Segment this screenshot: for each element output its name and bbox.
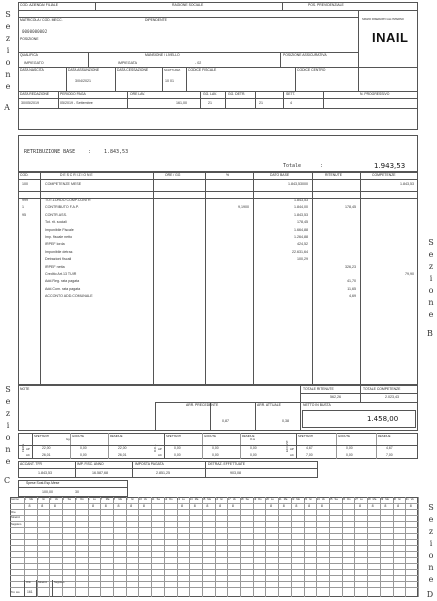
ferie-ac-value: 26,01 bbox=[42, 453, 51, 457]
presenze-weekday: Ve bbox=[321, 498, 325, 501]
mansione-value: IMPIEGATA bbox=[118, 61, 138, 65]
voci-cell-cod: 100 bbox=[22, 182, 28, 186]
presenze-day-number: 8 bbox=[113, 498, 115, 501]
presenze-ore-value: 8 bbox=[409, 504, 412, 508]
netto-box bbox=[302, 410, 416, 428]
data-assunzione-label: DATA ASSUNZIONE bbox=[68, 68, 100, 72]
netto-label: NETTO IN BUSTA bbox=[303, 403, 331, 407]
voci-cell-rit: 41,70 bbox=[347, 279, 356, 284]
retribuzione-box bbox=[18, 135, 418, 172]
presenze-day-number: 26 bbox=[342, 498, 346, 501]
presenze-day-number: 13 bbox=[177, 498, 180, 501]
totale-competenze-value: 2.023,43 bbox=[385, 395, 399, 399]
ferie-header: SPETTANTI bbox=[166, 434, 182, 438]
presenze-ore-value: 8 bbox=[181, 504, 184, 508]
voci-cell-base: 1.844,00 bbox=[294, 205, 308, 210]
presenze-day-number: 6 bbox=[88, 498, 90, 501]
ferie-gg-label: Gg. bbox=[66, 438, 71, 441]
voci-cell-cod: 95 bbox=[22, 212, 26, 217]
sezione-b-text: Sezione bbox=[426, 238, 436, 322]
presenze-day-number: 12 bbox=[164, 498, 168, 501]
presenze-day-number: 10 bbox=[138, 498, 142, 501]
presenze-giorno-label: Giorno bbox=[11, 498, 19, 501]
ufficio-label: POSIZIONE bbox=[20, 37, 39, 41]
presenze-vline bbox=[380, 497, 384, 597]
spese-value: 100,00 bbox=[42, 490, 53, 494]
presenze-ore-value: 8 bbox=[384, 504, 387, 508]
presenze-weekday: Ma bbox=[194, 498, 199, 501]
voci-cell-pct: 9,1900 bbox=[238, 205, 249, 210]
voci-cell-desc: Detrazioni fiscali bbox=[45, 257, 72, 262]
presenze-vline bbox=[253, 497, 257, 597]
ferie-ap-value: 22,00 bbox=[118, 446, 127, 450]
scatti-label: SCATTI ANZ. bbox=[164, 68, 181, 72]
gg-detr-value: 21 bbox=[259, 101, 263, 105]
netto-value: 1.458,00 bbox=[367, 415, 399, 423]
ferie-ac-value: 0,00 bbox=[212, 453, 219, 457]
presenze-ore-value: 8 bbox=[231, 504, 234, 508]
ferie-hline bbox=[18, 445, 418, 446]
presenze-ore-value: 8 bbox=[320, 504, 323, 508]
ferie-ap-label: AP bbox=[26, 447, 30, 451]
voci-cell-base: 424,52 bbox=[297, 242, 308, 247]
voci-cell-desc: COMPETENZE MESE bbox=[45, 182, 82, 186]
presenze-foot-vline bbox=[36, 580, 37, 597]
presenze-foot-tot-value: 161 bbox=[27, 590, 33, 594]
voci-cell-base: 1.664,88 bbox=[294, 227, 308, 232]
presenze-vline bbox=[393, 497, 394, 597]
ferie-header: SPETTANTI bbox=[298, 434, 314, 438]
presenze-day-number: 18 bbox=[240, 498, 244, 501]
ferie-col-divider bbox=[336, 433, 337, 459]
presenze-vline bbox=[113, 497, 114, 597]
imp-fisc-value: 16.587,68 bbox=[92, 471, 108, 475]
voci-cell-desc: TOT.LORDO COMP.CONTR bbox=[45, 198, 91, 202]
presenze-day-number: 11 bbox=[151, 498, 155, 501]
sezione-c-text: Sezione bbox=[3, 385, 13, 469]
presenze-day-number: 15 bbox=[202, 498, 206, 501]
ferie-col-divider bbox=[376, 433, 377, 459]
sezione-d-text: Sezione bbox=[426, 503, 436, 587]
voci-cell-desc: IRPEF netta bbox=[45, 264, 65, 269]
ferie-divider bbox=[296, 433, 297, 459]
sezione-d-letter: D bbox=[426, 590, 434, 599]
accant-tfr-label: ACCANT. TFR bbox=[20, 462, 42, 466]
data-nascita-label: DATA NASCITA bbox=[20, 68, 44, 72]
periodo-paga-value: 05/2019 - Settembre bbox=[60, 101, 93, 105]
ferie-ac-value: 7,00 bbox=[386, 453, 393, 457]
presenze-ore-value: 8 bbox=[41, 504, 44, 508]
ferie-divider bbox=[164, 433, 165, 459]
presenze-weekday: Sa bbox=[67, 498, 71, 501]
qualifica-label: QUALIFICA bbox=[20, 53, 38, 57]
presenze-vline bbox=[342, 497, 346, 597]
inail-logo: INAIL bbox=[372, 30, 409, 45]
presenze-ore-value: 8 bbox=[117, 504, 120, 508]
voci-cell-desc: Add.Reg. rata pagata bbox=[45, 279, 80, 284]
presenze-vline bbox=[418, 497, 419, 597]
presenze-weekday: Me bbox=[29, 498, 34, 501]
presenze-day-number: 29 bbox=[380, 498, 384, 501]
ferie-ac-value: 0,00 bbox=[80, 453, 87, 457]
voci-cell-rit: 11,65 bbox=[347, 286, 356, 291]
retribuzione-base-value: 1.843,53 bbox=[104, 149, 129, 155]
voci-column-header: RITENUTE bbox=[325, 173, 342, 177]
presenze-weekday: Gi bbox=[309, 498, 312, 501]
totale-value: 1.943,53 bbox=[374, 162, 406, 170]
pos-previdenziale-label: POS. PREVIDENZIALE bbox=[308, 3, 344, 7]
voci-column-header: D E S C R I Z I O N E bbox=[60, 173, 93, 177]
presenze-weekday: Gi bbox=[131, 498, 134, 501]
ferie-ap-value: 0,00 bbox=[346, 446, 353, 450]
ferie-group-label: FERIE bbox=[21, 443, 25, 452]
ferie-header: RESIDUE bbox=[242, 434, 255, 438]
ferie-col-divider bbox=[70, 433, 71, 459]
presenze-vline bbox=[164, 497, 168, 597]
presenze-weekday: Me bbox=[385, 498, 389, 501]
presenze-weekday: Ma bbox=[283, 498, 288, 501]
presenze-day-number: 7 bbox=[100, 498, 103, 501]
voci-cell-desc: CONTR.ASS. bbox=[45, 212, 67, 217]
totale-competenze-label: TOTALE COMPETENZE bbox=[363, 387, 401, 391]
presenze-ore-label: Ore bbox=[11, 510, 16, 514]
presenze-suppl-label: Supplem. bbox=[11, 523, 22, 526]
presenze-vline bbox=[265, 497, 266, 597]
presenze-vline bbox=[291, 497, 295, 597]
voci-cell-desc: IRPEF lorda bbox=[45, 242, 65, 247]
ferie-ap-label: AP bbox=[158, 447, 162, 451]
ferie-col-divider bbox=[240, 433, 241, 459]
voci-cell-desc: Imp. fiscale netto bbox=[45, 235, 73, 239]
voci-column-header: ORE / GG bbox=[165, 173, 181, 177]
voci-cell-rit: 4,69 bbox=[349, 294, 356, 299]
codice-fiscale-label: CODICE FISCALE bbox=[188, 68, 217, 72]
presenze-vline bbox=[138, 497, 139, 597]
presenze-weekday: Lu bbox=[270, 498, 274, 501]
imp-fisc-label: IMP. FISC. ANNO bbox=[77, 462, 104, 466]
voci-cell-base: 22.631,64 bbox=[292, 249, 308, 254]
presenze-vline bbox=[177, 497, 178, 597]
scatti-value: 10 01 bbox=[165, 79, 174, 83]
imposta-pagata-label: IMPOSTA PAGATA bbox=[135, 462, 164, 466]
voci-cell-desc: Imponibile detraz. bbox=[45, 249, 74, 254]
voci-cell-cod: 1 bbox=[22, 205, 24, 210]
ferie-divider bbox=[32, 433, 33, 459]
presenze-day-number: 30 bbox=[393, 498, 396, 501]
sezione-a-text: Sezione bbox=[3, 10, 13, 94]
retribuzione-base-label: RETRIBUZIONE BASE bbox=[24, 149, 76, 155]
presenze-foot-sup: Supplem. bbox=[54, 581, 65, 584]
n-progressivo-label: N. PROGRESSIVO bbox=[360, 92, 390, 96]
presenze-day-number: 28 bbox=[367, 498, 371, 501]
voci-cell-comp: 79,90 bbox=[405, 272, 414, 276]
presenze-ore-value: 8 bbox=[53, 504, 56, 508]
cod-azienda-label: COD. AZIENDA/ FILIALE bbox=[20, 3, 59, 7]
sezione-b-letter: B bbox=[427, 329, 433, 338]
voci-cell-desc: Imponibile Fiscale bbox=[45, 227, 74, 232]
ferie-header: RESIDUE bbox=[110, 434, 123, 438]
centro-costo-label: CODICE CENTRO bbox=[297, 68, 326, 72]
presenze-day-number: 19 bbox=[253, 498, 257, 501]
presenze-weekday: Sa bbox=[334, 498, 338, 501]
totale-label: Totale bbox=[283, 163, 302, 169]
voci-cell-desc: Add.Com. rata pagata bbox=[45, 286, 81, 291]
presenze-vline bbox=[240, 497, 241, 597]
presenze-weekday: Ma bbox=[105, 498, 110, 501]
ferie-header: RESIDUE bbox=[378, 434, 391, 438]
presenze-day-number: 31 bbox=[405, 498, 409, 501]
presenze-weekday: Sa bbox=[245, 498, 249, 501]
presenze-foot-vline bbox=[24, 580, 25, 597]
presenze-day-number: 27 bbox=[354, 498, 358, 501]
voci-cell-rit: 326,23 bbox=[345, 264, 356, 269]
presenze-weekday: Do bbox=[80, 498, 84, 501]
imposta-pagata-value: 2.851,25 bbox=[156, 471, 170, 475]
presenze-weekday: Me bbox=[207, 498, 212, 501]
voci-cell-rit: 178,45 bbox=[345, 205, 356, 210]
presenze-foot-str: Straord. bbox=[38, 581, 48, 584]
presenze-day-number: 17 bbox=[227, 498, 231, 501]
presenze-weekday: Sa bbox=[156, 498, 160, 501]
presenze-foot-tot: Tot. ore bbox=[11, 591, 20, 594]
data-redazione-value: 30/05/2019 bbox=[21, 101, 39, 105]
sett-label: SETT. bbox=[286, 92, 296, 96]
ferie-ap-value: 0,00 bbox=[80, 446, 87, 450]
presenze-foot-ord: Ord. bbox=[26, 581, 32, 584]
presenze-day-number: 9 bbox=[126, 498, 128, 501]
presenze-vline bbox=[75, 497, 76, 597]
presenze-ore-value: 8 bbox=[130, 504, 133, 508]
presenze-ore-value: 8 bbox=[358, 504, 361, 508]
presenze-vline bbox=[215, 497, 219, 597]
presenze-weekday: Ve bbox=[410, 498, 414, 501]
voci-cell-desc: ACCONTO ADD.COMUNALE bbox=[45, 294, 93, 299]
presenze-day-number: 20 bbox=[265, 498, 269, 501]
voci-column-header: COD. bbox=[20, 173, 29, 177]
sezione-c-letter: C bbox=[3, 476, 11, 485]
presenze-vline bbox=[227, 497, 228, 597]
presenze-day-number: 5 bbox=[75, 498, 77, 501]
presenze-weekday: Me bbox=[296, 498, 300, 501]
presenze-ore-value: 8 bbox=[269, 504, 272, 508]
ferie-ap-value: 22,00 bbox=[42, 446, 51, 450]
data-redazione-label: DATA REDAZIONE bbox=[20, 92, 50, 96]
ferie-ap-value: 0,00 bbox=[250, 446, 257, 450]
presenze-ore-value: 8 bbox=[104, 504, 107, 508]
periodo-paga-label: PERIODO PAGA bbox=[60, 92, 86, 96]
presenze-weekday: Gi bbox=[42, 498, 45, 501]
voci-cell-base: 1.264,88 bbox=[294, 235, 308, 239]
arr-precedente-label: ARR. PRECEDENTE bbox=[186, 403, 219, 407]
presenze-foot-vline bbox=[52, 580, 53, 597]
voci-column-header: % bbox=[226, 173, 230, 177]
presenze-vline bbox=[189, 497, 190, 597]
voci-column-header: COMPETENZE bbox=[372, 173, 396, 177]
dipendente-label: DIPENDENTE bbox=[145, 18, 167, 22]
presenze-weekday: Me bbox=[118, 498, 123, 501]
presenze-ore-value: 8 bbox=[142, 504, 145, 508]
presenze-day-number: 3 bbox=[49, 498, 52, 501]
ferie-ore-label: O.re bbox=[250, 438, 256, 441]
ferie-header: GODUTE bbox=[72, 434, 84, 438]
ferie-col-divider bbox=[108, 433, 109, 459]
detraz-label: DETRAZ. EFFETTUATE bbox=[208, 462, 246, 466]
presenze-ore-value: 8 bbox=[295, 504, 298, 508]
presenze-vline bbox=[100, 497, 101, 597]
voci-cell-cod: 999 bbox=[22, 198, 28, 202]
presenze-day-number: 21 bbox=[278, 498, 282, 501]
spese-value-2: 30 bbox=[75, 490, 79, 494]
presenze-weekday: Lu bbox=[182, 498, 185, 501]
accant-tfr-value: 1.843,53 bbox=[38, 471, 52, 475]
totale-sep: : bbox=[320, 163, 324, 169]
mansione-label: MANSIONE / LIVELLO bbox=[145, 53, 180, 57]
presenze-vline bbox=[405, 497, 406, 597]
voci-cell-desc: CONTRIBUTO F.A.P. bbox=[45, 205, 79, 210]
ferie-ac-value: 0,00 bbox=[250, 453, 257, 457]
ferie-group-label: R.O.L. bbox=[153, 443, 157, 452]
presenze-vline bbox=[126, 497, 127, 597]
presenze-day-number: 16 bbox=[215, 498, 219, 501]
presenze-day-number: 2 bbox=[37, 498, 39, 501]
arr-precedente-value: 0,87 bbox=[222, 419, 229, 423]
sezione-c-label bbox=[2, 385, 12, 487]
presenze-weekday: Gi bbox=[398, 498, 401, 501]
sezione-a-letter: A bbox=[4, 103, 10, 112]
presenze-vline bbox=[367, 497, 368, 597]
presenze-vline bbox=[278, 497, 279, 597]
ferie-ap-value: 0,00 bbox=[212, 446, 219, 450]
presenze-vline bbox=[202, 497, 206, 597]
sezione-a-label bbox=[2, 10, 12, 114]
ferie-ac-value: 0,00 bbox=[174, 453, 181, 457]
voci-cell-base: 1.843,53000 bbox=[288, 182, 308, 186]
ferie-ap-label: AP bbox=[290, 447, 294, 451]
presenze-ore-value: 8 bbox=[193, 504, 196, 508]
ferie-ac-label: AC bbox=[26, 453, 30, 457]
presenze-weekday: Lu bbox=[93, 498, 96, 501]
presenze-day-number: 25 bbox=[329, 498, 333, 501]
data-cessazione-label: DATA CESSAZIONE bbox=[117, 68, 149, 72]
voci-column-header: DATO BASE bbox=[270, 173, 290, 177]
presenze-vline bbox=[329, 497, 330, 597]
voci-cell-desc: Tot. rit. sociali bbox=[45, 220, 67, 225]
posizione-assicurativa-label: POSIZIONE ASSICURATIVA bbox=[283, 53, 327, 57]
presenze-vline bbox=[49, 497, 50, 597]
voci-cell-desc: Credito Art.13 TUIR bbox=[45, 272, 77, 276]
presenze-ore-value: 8 bbox=[206, 504, 209, 508]
presenze-vline bbox=[354, 497, 355, 597]
sett-value: 4 bbox=[290, 101, 292, 105]
ragione-sociale-label: RAGIONE SOCIALE bbox=[172, 3, 204, 7]
presenze-day-number: 14 bbox=[189, 498, 193, 501]
qualifica-value: IMPIEGATO bbox=[24, 61, 44, 65]
voci-cell-base: 100,29 bbox=[297, 257, 308, 262]
presenze-weekday: Do bbox=[258, 498, 262, 501]
presenze-day-number: 23 bbox=[304, 498, 307, 501]
matricola-value: 0000000002 bbox=[22, 29, 48, 34]
presenze-day-number: 4 bbox=[62, 498, 65, 501]
ferie-ac-label: AC bbox=[290, 453, 294, 457]
ferie-header: GODUTE bbox=[338, 434, 350, 438]
presenze-ore-value: 8 bbox=[371, 504, 374, 508]
ferie-group-label: EX FEST. bbox=[285, 439, 289, 452]
presenze-weekday: Ve bbox=[143, 498, 147, 501]
presenze-weekday: Gi bbox=[220, 498, 223, 501]
ferie-ap-value: 4,67 bbox=[386, 446, 393, 450]
ferie-ap-value: 0,00 bbox=[174, 446, 181, 450]
presenze-weekday: Ve bbox=[232, 498, 236, 501]
presenze-day-number: 24 bbox=[316, 498, 320, 501]
presenze-ore-value: 8 bbox=[282, 504, 285, 508]
sezione-b-label bbox=[425, 238, 435, 340]
arr-attuale-value: 0,38 bbox=[282, 419, 289, 423]
ore-lav-label: ORE LAV. bbox=[130, 92, 146, 96]
ferie-col-divider bbox=[202, 433, 203, 459]
ore-lav-value: 161,00 bbox=[176, 101, 187, 105]
matricola-label: MATRICOLA / COD. MECC. bbox=[20, 18, 63, 22]
presenze-vline bbox=[151, 497, 152, 597]
presenze-vline bbox=[304, 497, 305, 597]
arr-attuale-label: ARR. ATTUALE bbox=[257, 403, 281, 407]
ferie-ac-value: 7,00 bbox=[306, 453, 313, 457]
voci-cell-base: 1.843,53 bbox=[294, 212, 308, 217]
voci-cell-base: 178,45 bbox=[297, 220, 308, 225]
presenze-weekday: Do bbox=[347, 498, 351, 501]
presenze-day-number: 1 bbox=[24, 498, 26, 501]
gg-lav-value: 21 bbox=[208, 101, 212, 105]
sezione-d-label bbox=[425, 503, 435, 601]
presenze-ore-value: 8 bbox=[92, 504, 95, 508]
detraz-value: 903,08 bbox=[230, 471, 241, 475]
presenze-straord-label: Straord. bbox=[11, 516, 21, 519]
presenze-ore-value: 8 bbox=[28, 504, 31, 508]
gg-detr-label: GG. DETR. bbox=[228, 92, 246, 96]
note-label: NOTE bbox=[20, 387, 30, 391]
presenze-vline bbox=[316, 497, 317, 597]
totale-ritenute-label: TOTALE RITENUTE bbox=[303, 387, 334, 391]
voci-cell-comp: 1.843,53 bbox=[400, 182, 414, 186]
ferie-header: SPETTANTI bbox=[34, 434, 50, 438]
ferie-header: GODUTE bbox=[204, 434, 216, 438]
data-assunzione-value: 3/04/2021 bbox=[75, 79, 91, 83]
ferie-ac-value: 26,01 bbox=[118, 453, 127, 457]
presenze-weekday: Ve bbox=[54, 498, 58, 501]
presenze-weekday: Do bbox=[169, 498, 173, 501]
presenze-vline bbox=[88, 497, 89, 597]
presenze-ore-value: 8 bbox=[219, 504, 222, 508]
retribuzione-sep: : bbox=[88, 149, 92, 155]
ferie-ac-value: 0,00 bbox=[346, 453, 353, 457]
ferie-ap-value: 4,67 bbox=[306, 446, 313, 450]
presenze-ore-value: 8 bbox=[308, 504, 311, 508]
presenze-ore-value: 8 bbox=[397, 504, 400, 508]
voci-cell-base: 1.843,53 bbox=[294, 198, 308, 202]
livello-value: - 02 bbox=[195, 61, 202, 65]
gg-lav-label: GG. LAV. bbox=[203, 92, 217, 96]
presenze-weekday: Ma bbox=[372, 498, 377, 501]
inail-reserved-label: SPAZIO RISERVATO ALL'INTERNO bbox=[362, 18, 404, 21]
spese-label: Spese Sost.Esp.Mese bbox=[26, 481, 60, 485]
totale-ritenute-value: 562,26 bbox=[330, 395, 341, 399]
presenze-day-number: 22 bbox=[291, 498, 295, 501]
ferie-ac-label: AC bbox=[158, 453, 162, 457]
presenze-weekday: Lu bbox=[359, 498, 363, 501]
